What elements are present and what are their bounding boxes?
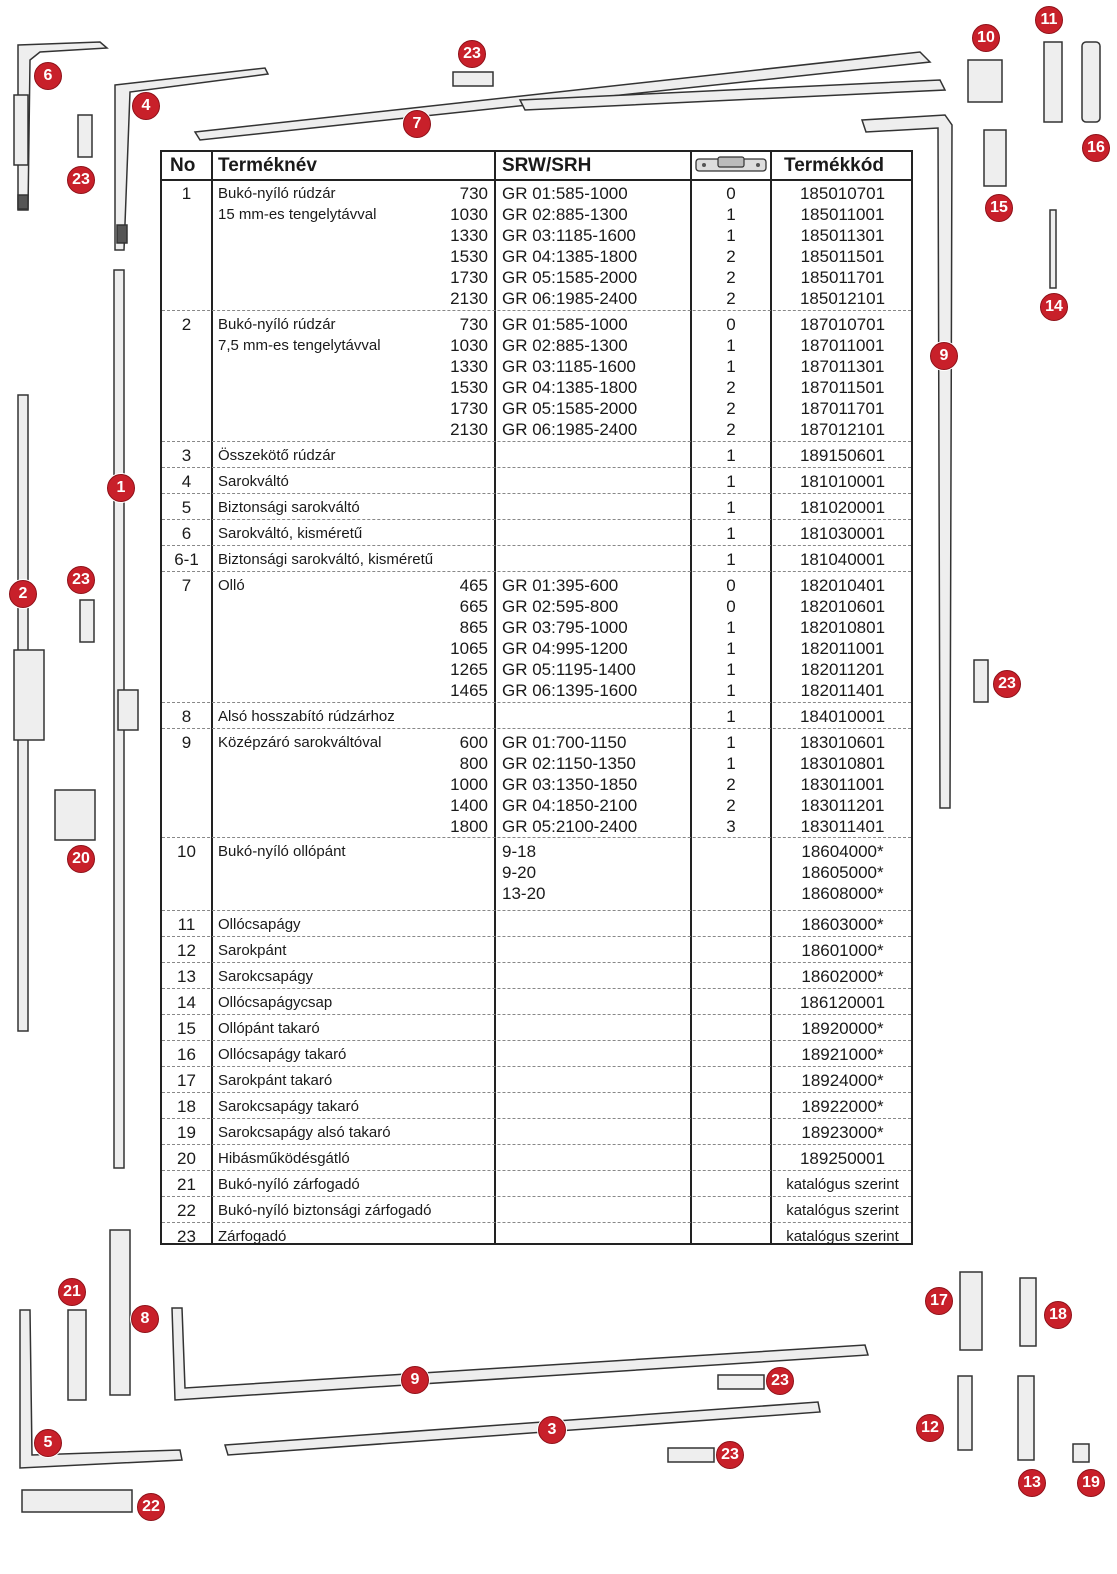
keeper-quantity: 2 bbox=[726, 289, 736, 308]
size-value: 1730 bbox=[450, 399, 488, 418]
srw-srh-range: GR 02:1150-1350 bbox=[502, 754, 636, 773]
size-value: 665 bbox=[459, 597, 488, 616]
product-code: katalógus szerint bbox=[786, 1228, 899, 1245]
callout-20: 20 bbox=[67, 845, 95, 873]
product-name: Hibásműködésgátló bbox=[218, 1150, 350, 1167]
product-name: Összekötő rúdzár bbox=[218, 447, 336, 464]
row-divider bbox=[162, 1014, 911, 1015]
row-divider bbox=[162, 1040, 911, 1041]
product-code: 18924000* bbox=[801, 1071, 884, 1090]
product-code: 18604000* bbox=[801, 842, 884, 861]
callout-23: 23 bbox=[766, 1367, 794, 1395]
row-number: 6 bbox=[181, 524, 192, 543]
srw-srh-range: GR 06:1395-1600 bbox=[502, 681, 638, 700]
row-divider bbox=[162, 936, 911, 937]
row-number: 10 bbox=[177, 842, 196, 861]
product-code: 181030001 bbox=[799, 524, 886, 543]
product-code: 183011201 bbox=[800, 796, 885, 815]
product-code: 187011001 bbox=[800, 336, 885, 355]
product-code: 182011001 bbox=[800, 639, 885, 658]
callout-12: 12 bbox=[916, 1414, 944, 1442]
row-number: 2 bbox=[181, 315, 192, 334]
row-divider bbox=[162, 988, 911, 989]
callout-19: 19 bbox=[1077, 1469, 1105, 1497]
row-divider bbox=[162, 545, 911, 546]
callout-16: 16 bbox=[1082, 134, 1110, 162]
keeper-quantity: 1 bbox=[726, 754, 736, 773]
callout-23: 23 bbox=[716, 1441, 744, 1469]
size-value: 1530 bbox=[450, 247, 488, 266]
part-23-keeper-f bbox=[668, 1448, 714, 1462]
size-value: 865 bbox=[459, 618, 488, 637]
callout-15: 15 bbox=[985, 194, 1013, 222]
callout-3: 3 bbox=[538, 1416, 566, 1444]
product-name: Sarokváltó bbox=[218, 473, 289, 490]
keeper-quantity: 2 bbox=[726, 378, 736, 397]
row-divider bbox=[162, 837, 911, 838]
keeper-quantity: 1 bbox=[726, 446, 736, 465]
part-8-extension bbox=[110, 1230, 130, 1395]
product-name: Biztonsági sarokváltó bbox=[218, 499, 360, 516]
product-name: Ollócsapágy bbox=[218, 916, 301, 933]
part-19-cover bbox=[1073, 1444, 1089, 1462]
srw-srh-range: GR 03:1185-1600 bbox=[502, 226, 636, 245]
size-value: 1000 bbox=[450, 775, 488, 794]
size-value: 1400 bbox=[450, 796, 488, 815]
row-divider bbox=[162, 441, 911, 442]
keeper-quantity: 1 bbox=[726, 205, 736, 224]
part-16-cover bbox=[1082, 42, 1100, 122]
callout-7: 7 bbox=[403, 110, 431, 138]
product-code: 183011401 bbox=[800, 817, 885, 836]
row-divider bbox=[162, 519, 911, 520]
part-23-keeper-a bbox=[78, 115, 92, 157]
row-number: 16 bbox=[177, 1045, 196, 1064]
product-name: Sarokpánt takaró bbox=[218, 1072, 333, 1089]
keeper-quantity: 2 bbox=[726, 420, 736, 439]
size-value: 1065 bbox=[450, 639, 488, 658]
product-code: katalógus szerint bbox=[786, 1176, 899, 1193]
product-code: 189150601 bbox=[799, 446, 886, 465]
product-name: Sarokcsapágy alsó takaró bbox=[218, 1124, 391, 1141]
srw-srh-range: GR 05:2100-2400 bbox=[502, 817, 638, 836]
product-code: 182010801 bbox=[799, 618, 886, 637]
product-name: Zárfogadó bbox=[218, 1228, 287, 1245]
size-value: 800 bbox=[459, 754, 488, 773]
srw-srh-range: GR 06:1985-2400 bbox=[502, 289, 638, 308]
callout-23: 23 bbox=[993, 670, 1021, 698]
row-number: 9 bbox=[181, 733, 192, 752]
srw-srh-range: GR 04:995-1200 bbox=[502, 639, 628, 658]
size-value: 1800 bbox=[450, 817, 488, 836]
size-value: 730 bbox=[459, 184, 488, 203]
product-code: 18921000* bbox=[801, 1045, 884, 1064]
row-number: 7 bbox=[181, 576, 192, 595]
row-number: 20 bbox=[177, 1149, 196, 1168]
product-code: 189250001 bbox=[799, 1149, 886, 1168]
size-value: 2130 bbox=[450, 420, 488, 439]
size-value: 1730 bbox=[450, 268, 488, 287]
size-value: 1030 bbox=[450, 205, 488, 224]
size-value: 1530 bbox=[450, 378, 488, 397]
product-code: 181020001 bbox=[799, 498, 886, 517]
keeper-quantity: 0 bbox=[726, 315, 736, 334]
product-code: 183010801 bbox=[799, 754, 886, 773]
callout-17: 17 bbox=[925, 1287, 953, 1315]
size-value: 1030 bbox=[450, 336, 488, 355]
callout-14: 14 bbox=[1040, 293, 1068, 321]
keeper-quantity: 1 bbox=[726, 226, 736, 245]
size-value: 1330 bbox=[450, 357, 488, 376]
part-12-corner-hinge bbox=[958, 1376, 972, 1450]
row-number: 6-1 bbox=[174, 550, 199, 569]
callout-5: 5 bbox=[34, 1429, 62, 1457]
keeper-quantity: 2 bbox=[726, 399, 736, 418]
keeper-quantity: 1 bbox=[726, 639, 736, 658]
row-number: 18 bbox=[177, 1097, 196, 1116]
product-name: 15 mm-es tengelytávval bbox=[218, 206, 377, 223]
callout-18: 18 bbox=[1044, 1301, 1072, 1329]
part-14-pin bbox=[1050, 210, 1056, 288]
srw-srh-range: GR 02:885-1300 bbox=[502, 205, 628, 224]
product-code: 183011001 bbox=[800, 775, 885, 794]
product-name: Középzáró sarokváltóval bbox=[218, 734, 382, 751]
product-name: Sarokcsapágy takaró bbox=[218, 1098, 359, 1115]
keeper-quantity: 3 bbox=[726, 817, 736, 836]
part-23-keeper-d bbox=[974, 660, 988, 702]
product-name: Alsó hosszabító rúdzárhoz bbox=[218, 708, 395, 725]
size-value: 1330 bbox=[450, 226, 488, 245]
product-name: Ollópánt takaró bbox=[218, 1020, 320, 1037]
callout-22: 22 bbox=[137, 1493, 165, 1521]
product-code: 18605000* bbox=[801, 863, 884, 882]
callout-23: 23 bbox=[67, 566, 95, 594]
srw-srh-range: GR 05:1195-1400 bbox=[502, 660, 636, 679]
product-code: 18923000* bbox=[801, 1123, 884, 1142]
keeper-quantity: 1 bbox=[726, 618, 736, 637]
product-code: 18601000* bbox=[801, 941, 884, 960]
product-table bbox=[160, 150, 913, 1245]
product-code: katalógus szerint bbox=[786, 1202, 899, 1219]
row-number: 1 bbox=[181, 184, 192, 203]
product-name: Ollócsapágycsap bbox=[218, 994, 333, 1011]
row-divider bbox=[162, 702, 911, 703]
part-1-center-lock bbox=[118, 690, 138, 730]
srw-srh-range: 9-20 bbox=[502, 863, 537, 882]
product-code: 18603000* bbox=[801, 915, 884, 934]
product-code: 181010001 bbox=[799, 472, 886, 491]
srw-srh-range: 9-18 bbox=[502, 842, 537, 861]
keeper-quantity: 1 bbox=[726, 681, 736, 700]
row-number: 15 bbox=[177, 1019, 196, 1038]
keeper-quantity: 0 bbox=[726, 576, 736, 595]
row-number: 8 bbox=[181, 707, 192, 726]
callout-2: 2 bbox=[9, 580, 37, 608]
srw-srh-range: GR 02:595-800 bbox=[502, 597, 619, 616]
product-name: Bukó-nyíló zárfogadó bbox=[218, 1176, 360, 1193]
part-23-keeper-c bbox=[453, 72, 493, 86]
product-code: 185011301 bbox=[800, 226, 885, 245]
row-number: 11 bbox=[177, 915, 196, 934]
product-code: 181040001 bbox=[799, 550, 886, 569]
callout-4: 4 bbox=[132, 92, 160, 120]
row-divider bbox=[162, 1222, 911, 1223]
keeper-quantity: 1 bbox=[726, 472, 736, 491]
row-number: 5 bbox=[181, 498, 192, 517]
srw-srh-range: 13-20 bbox=[502, 884, 546, 903]
keeper-quantity: 2 bbox=[726, 247, 736, 266]
product-code: 187011701 bbox=[800, 399, 885, 418]
part-18-cover bbox=[1020, 1278, 1036, 1346]
callout-8: 8 bbox=[131, 1305, 159, 1333]
callout-1: 1 bbox=[107, 474, 135, 502]
product-code: 187010701 bbox=[799, 315, 886, 334]
product-code: 184010001 bbox=[799, 707, 886, 726]
part-21-keeper bbox=[68, 1310, 86, 1400]
keeper-quantity: 1 bbox=[726, 550, 736, 569]
row-number: 23 bbox=[177, 1227, 196, 1246]
size-value: 1465 bbox=[450, 681, 488, 700]
keeper-quantity: 1 bbox=[726, 707, 736, 726]
part-22-keeper bbox=[22, 1490, 132, 1512]
callout-11: 11 bbox=[1035, 6, 1063, 34]
row-divider bbox=[162, 571, 911, 572]
product-code: 18608000* bbox=[801, 884, 884, 903]
part-4-teeth bbox=[117, 225, 127, 243]
callout-9: 9 bbox=[401, 1366, 429, 1394]
header-no: No bbox=[170, 155, 196, 176]
product-name: Sarokpánt bbox=[218, 942, 287, 959]
row-divider bbox=[162, 467, 911, 468]
product-code: 187011501 bbox=[800, 378, 885, 397]
keeper-quantity: 1 bbox=[726, 733, 736, 752]
product-code: 185012101 bbox=[799, 289, 886, 308]
srw-srh-range: GR 01:395-600 bbox=[502, 576, 619, 595]
part-20-misoperation bbox=[55, 790, 95, 840]
row-divider bbox=[162, 1170, 911, 1171]
product-code: 185011001 bbox=[800, 205, 885, 224]
srw-srh-range: GR 02:885-1300 bbox=[502, 336, 628, 355]
product-code: 183010601 bbox=[799, 733, 886, 752]
row-number: 17 bbox=[177, 1071, 196, 1090]
srw-srh-range: GR 03:1350-1850 bbox=[502, 775, 638, 794]
product-code: 18920000* bbox=[801, 1019, 884, 1038]
product-code: 182011401 bbox=[800, 681, 885, 700]
part-17-cover bbox=[960, 1272, 982, 1350]
srw-srh-range: GR 06:1985-2400 bbox=[502, 420, 638, 439]
size-value: 730 bbox=[459, 315, 488, 334]
row-number: 12 bbox=[177, 941, 196, 960]
part-23-keeper-b bbox=[80, 600, 94, 642]
product-code: 187012101 bbox=[799, 420, 886, 439]
row-number: 4 bbox=[181, 472, 192, 491]
callout-21: 21 bbox=[58, 1278, 86, 1306]
row-number: 13 bbox=[177, 967, 196, 986]
row-number: 19 bbox=[177, 1123, 196, 1142]
callout-6: 6 bbox=[34, 62, 62, 90]
row-divider bbox=[162, 1144, 911, 1145]
product-name: Biztonsági sarokváltó, kisméretű bbox=[218, 551, 434, 568]
srw-srh-range: GR 05:1585-2000 bbox=[502, 268, 638, 287]
keeper-quantity: 1 bbox=[726, 357, 736, 376]
product-code: 182010601 bbox=[799, 597, 886, 616]
keeper-quantity: 0 bbox=[726, 597, 736, 616]
product-code: 185011701 bbox=[800, 268, 885, 287]
product-name: Sarokcsapágy bbox=[218, 968, 314, 985]
product-code: 18922000* bbox=[801, 1097, 884, 1116]
product-name: Bukó-nyíló rúdzár bbox=[218, 185, 336, 202]
keeper-quantity: 1 bbox=[726, 524, 736, 543]
row-divider bbox=[162, 493, 911, 494]
product-code: 185010701 bbox=[799, 184, 886, 203]
size-value: 1265 bbox=[450, 660, 488, 679]
size-value: 600 bbox=[459, 733, 488, 752]
header-product-name: Terméknév bbox=[218, 155, 317, 176]
row-divider bbox=[162, 962, 911, 963]
part-10-stay-hinge bbox=[968, 60, 1002, 102]
srw-srh-range: GR 01:585-1000 bbox=[502, 315, 628, 334]
srw-srh-range: GR 03:795-1000 bbox=[502, 618, 628, 637]
row-divider bbox=[162, 910, 911, 911]
srw-srh-range: GR 01:700-1150 bbox=[502, 733, 627, 752]
callout-9: 9 bbox=[930, 342, 958, 370]
product-code: 187011301 bbox=[800, 357, 885, 376]
part-13-corner-bearing bbox=[1018, 1376, 1034, 1460]
header-srw-srh: SRW/SRH bbox=[502, 155, 592, 176]
keeper-quantity: 1 bbox=[726, 336, 736, 355]
part-11-stay-bearing bbox=[1044, 42, 1062, 122]
product-name: 7,5 mm-es tengelytávval bbox=[218, 337, 381, 354]
header-product-code: Termékkód bbox=[784, 155, 884, 176]
row-number: 21 bbox=[177, 1175, 196, 1194]
keeper-quantity: 2 bbox=[726, 268, 736, 287]
srw-srh-range: GR 05:1585-2000 bbox=[502, 399, 638, 418]
callout-23: 23 bbox=[67, 166, 95, 194]
part-2-center bbox=[14, 650, 44, 740]
row-number: 14 bbox=[177, 993, 196, 1012]
product-code: 18602000* bbox=[801, 967, 884, 986]
row-divider bbox=[162, 310, 911, 311]
size-value: 2130 bbox=[450, 289, 488, 308]
row-divider bbox=[162, 1066, 911, 1067]
srw-srh-range: GR 04:1850-2100 bbox=[502, 796, 638, 815]
keeper-quantity: 1 bbox=[726, 498, 736, 517]
part-6-teeth bbox=[18, 195, 28, 209]
product-name: Bukó-nyíló rúdzár bbox=[218, 316, 336, 333]
part-23-keeper-e bbox=[718, 1375, 764, 1389]
size-value: 465 bbox=[459, 576, 488, 595]
row-number: 3 bbox=[181, 446, 192, 465]
row-divider bbox=[162, 728, 911, 729]
product-code: 186120001 bbox=[799, 993, 886, 1012]
srw-srh-range: GR 04:1385-1800 bbox=[502, 247, 638, 266]
callout-13: 13 bbox=[1018, 1469, 1046, 1497]
part-6-gear bbox=[14, 95, 28, 165]
product-name: Bukó-nyíló ollópánt bbox=[218, 843, 346, 860]
row-divider bbox=[162, 1196, 911, 1197]
keeper-quantity: 0 bbox=[726, 184, 736, 203]
keeper-quantity: 2 bbox=[726, 796, 736, 815]
srw-srh-range: GR 03:1185-1600 bbox=[502, 357, 636, 376]
keeper-quantity: 2 bbox=[726, 775, 736, 794]
product-name: Olló bbox=[218, 577, 245, 594]
keeper-quantity: 1 bbox=[726, 660, 736, 679]
callout-23: 23 bbox=[458, 40, 486, 68]
row-divider bbox=[162, 1118, 911, 1119]
product-name: Ollócsapágy takaró bbox=[218, 1046, 347, 1063]
callout-10: 10 bbox=[972, 24, 1000, 52]
product-name: Sarokváltó, kisméretű bbox=[218, 525, 363, 542]
product-code: 185011501 bbox=[800, 247, 885, 266]
srw-srh-range: GR 01:585-1000 bbox=[502, 184, 628, 203]
row-divider bbox=[162, 1092, 911, 1093]
row-number: 22 bbox=[177, 1201, 196, 1220]
keeper-icon bbox=[694, 155, 768, 175]
part-15-cover bbox=[984, 130, 1006, 186]
srw-srh-range: GR 04:1385-1800 bbox=[502, 378, 638, 397]
product-code: 182010401 bbox=[799, 576, 886, 595]
product-code: 182011201 bbox=[800, 660, 885, 679]
product-name: Bukó-nyíló biztonsági zárfogadó bbox=[218, 1202, 432, 1219]
